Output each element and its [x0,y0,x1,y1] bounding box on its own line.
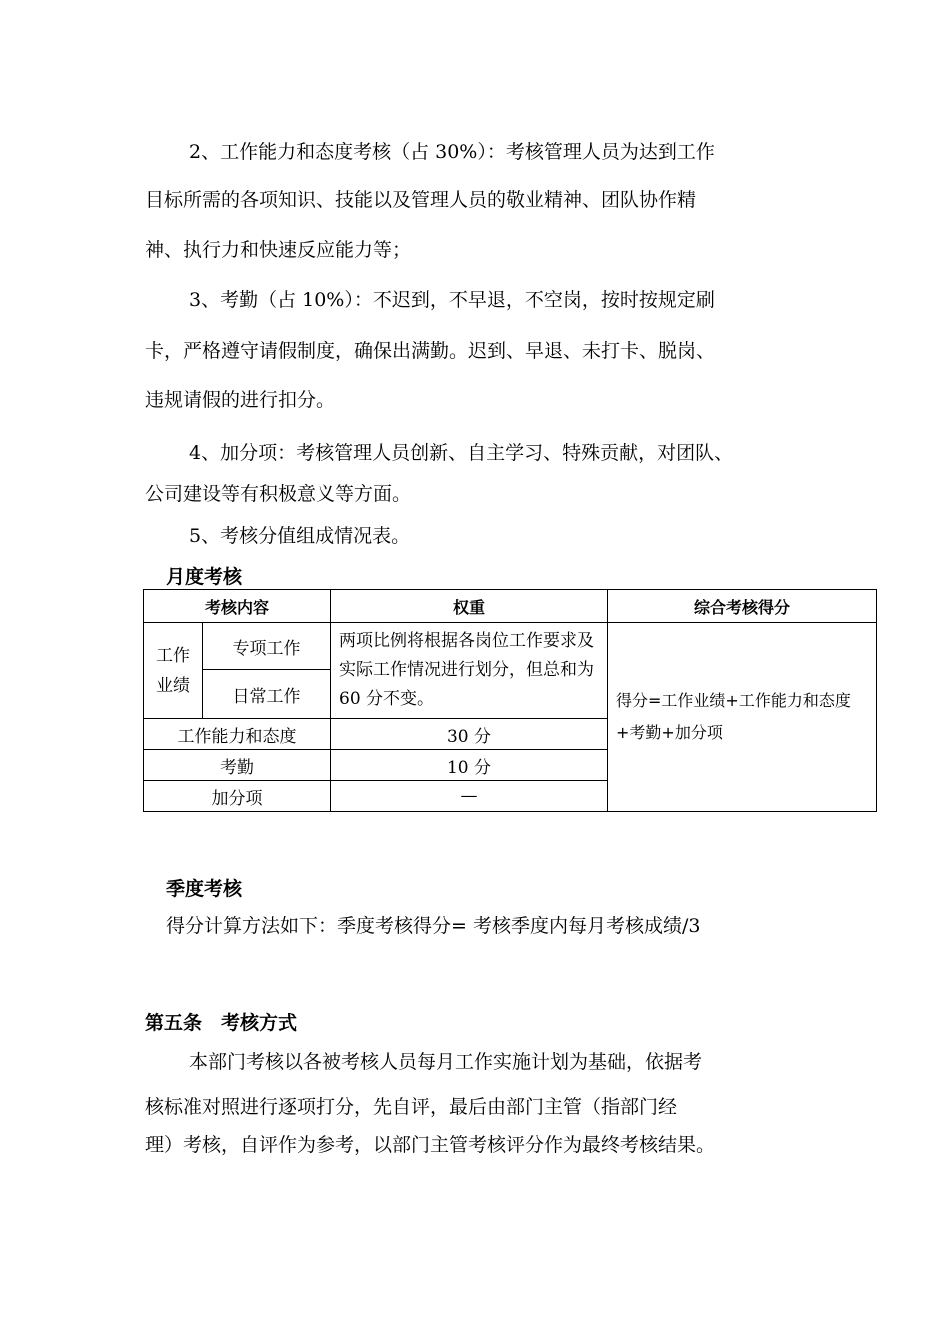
quarterly-heading: 季度考核 [166,878,243,900]
quarterly-formula-text: 得分计算方法如下：季度考核得分= 考核季度内每月考核成绩/3 [166,915,701,937]
text-line: 核标准对照进行逐项打分，先自评，最后由部门主管（指部门经 [145,1096,678,1118]
text-line: 神、执行力和快速反应能力等； [145,239,412,261]
row-weight-cell: 30 分 [331,719,608,750]
text-line: 3、考勤（占 10%）：不迟到，不早退，不空岗，按时按规定刷 [189,289,715,311]
article5-heading: 第五条 考核方式 [145,1012,298,1034]
text-line: 目标所需的各项知识、技能以及管理人员的敬业精神、团队协作精 [145,189,697,211]
text-line: 4、加分项：考核管理人员创新、自主学习、特殊贡献，对团队、 [189,442,734,464]
text-line: 卡，严格遵守请假制度，确保出满勤。迟到、早退、未打卡、脱岗、 [145,340,716,362]
paragraph-score-table-intro: 5、考核分值组成情况表。 [189,525,411,547]
table-row [144,623,877,670]
daily-work-cell: 日常工作 [203,670,331,719]
text-line: 违规请假的进行扣分。 [145,389,336,411]
text-line: 公司建设等有积极意义等方面。 [145,483,412,505]
text-line: 理）考核，自评作为参考，以部门主管考核评分作为最终考核结果。 [145,1134,716,1156]
work-performance-cell: 工作业绩 [144,623,203,719]
special-work-cell: 专项工作 [203,623,331,670]
text-line: 本部门考核以各被考核人员每月工作实施计划为基础，依据考 [189,1051,703,1073]
row-item-cell: 加分项 [144,781,331,812]
row-item-cell: 考勤 [144,750,331,781]
row-weight-cell: 10 分 [331,750,608,781]
header-weight: 权重 [331,590,608,623]
formula-cell: 得分=工作业绩+工作能力和态度+考勤+加分项 [608,623,877,812]
monthly-heading: 月度考核 [166,566,243,588]
header-total-score: 综合考核得分 [608,590,877,623]
row-item-cell: 工作能力和态度 [144,719,331,750]
row-weight-cell: — [331,781,608,812]
text-line: 2、工作能力和态度考核（占 30%）：考核管理人员为达到工作 [189,141,715,163]
table-header-row [144,590,877,623]
header-content: 考核内容 [144,590,331,623]
weight-note-cell: 两项比例将根据各岗位工作要求及实际工作情况进行划分，但总和为 60 分不变。 [331,623,608,719]
monthly-score-table [143,589,877,812]
